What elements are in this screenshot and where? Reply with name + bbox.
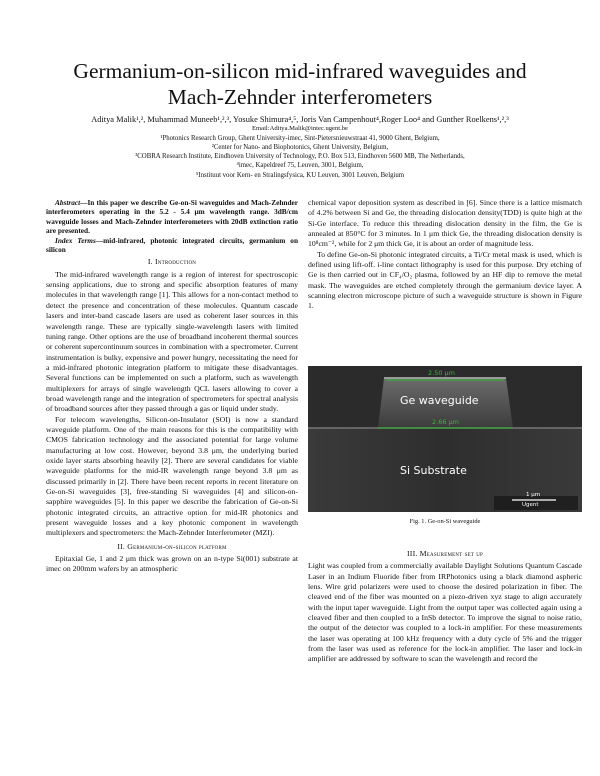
top-width-label: 2.50 μm [428,369,456,377]
right-column-bottom [308,549,582,665]
title-line-1: Germanium-on-silicon mid-infrared waveguides and [73,59,527,83]
scale-bar-label: 1 μm [526,492,541,498]
scale-org-label: Ugent [522,502,539,508]
paper-title [20,58,580,110]
sem-image [308,366,582,512]
authors: Aditya Malik¹,², Muhammad Muneeb¹,²,³, Yosuke Shimura⁴,⁵, Joris Van Campenhout⁴,Roger Loo⁴ and Gunther Roelkens¹,²,³ [91,115,509,124]
index-terms-label: Index Terms [55,235,96,245]
email: Email:Aditya.Malik@intec.ugent.be [252,125,348,132]
affiliation-2: ²Center for Nano- and Biophotonics, Ghent University, Belgium, [211,144,389,151]
substrate-label: Si Substrate [400,464,467,477]
right-column-top [308,198,582,312]
bottom-width-label: 2.66 μm [432,418,460,426]
affiliation-1: ¹Photonics Research Group, Ghent University-imec, Sint-Pietersnieuwstraat 41, 9000 Ghent, Belgium, [160,135,440,142]
section-2-title: II. Germanium-on-silicon platform [117,541,227,551]
affiliation-4: ⁴imec, Kapeldreef 75, Leuven, 3001, Belgium, [236,162,364,169]
index-terms-text: —mid-infrared, photonic integrated circuits, germanium on silicon [46,235,299,255]
intro-paragraph-1: The mid-infrared wavelength range is a region of interest for spectroscopic sensing applications, due to strong and specific absorption features of many molecules in that wavelength range [1]. This allows for a non-contact method to detect the presence and concentration of these molecules. Quantum cascade lasers and inter-band cascade lasers are used as coherent laser sources in this wavelength range. These are typically single-wavelength lasers with limited tuning range. Other options are the use of broadband incoherent thermal sources or coherent supercontinuum sources in combination with a spectrometer. Current instrumentation is bulky, expensive and power hungry, necessitating the need for a mid-infrared photonic integration platform to mitigate these disadvantages. Several functions can be implemented on such a platform, such as wavelength multiplexers for arrays of single wavelength QCL lasers allowing to cover a broad wavelength range and the integration of spectrometers for spectral analysis of broadband sources after they passed through a gas or liquid under study. [46,269,298,414]
platform-paragraph-1: Epitaxial Ge, 1 and 2 μm thick was grown on an n-type Si(001) substrate at imec on 200mm wafers by an atmospheric [46,554,298,574]
figure-caption: Fig. 1. Ge-on-Si waveguide [409,518,481,525]
left-column [46,198,298,575]
section-1-title: I. Introduction [147,257,197,267]
sem-figure [308,366,582,512]
platform-paragraph-2: chemical vapor deposition system as described in [6]. Since there is a lattice mismatch of 4.2% between Si and Ge, the threading dislocation density(TDD) is quite high at the Si-Ge interface. To reduce this threading dislocation density in the film, the Ge is annealed at 850°C for 3 minutes. In 1 μm thick Ge, the threading dislocation density is 10⁸cm⁻², while for 2 μm thick Ge, it is about an order of magnitude less. [308,198,582,249]
section-3-title: III. Measurement set up [406,549,483,558]
waveguide-label: Ge waveguide [400,394,479,407]
index-terms [46,236,298,255]
abstract-text: —In this paper we describe Ge-on-Si waveguides and Mach-Zehnder interferometers operating in the 5.2 - 5.4 μm wavelength range. 3dB/cm waveguide losses and Mach-Zehnder interferometers with 20dB extinction ratio are presented. [46,198,298,236]
intro-paragraph-2: For telecom wavelengths, Silicon-on-Insulator (SOI) is now a standard waveguide platform. One of the main reasons for this is the compatibility with CMOS fabrication technology and the associated potential for large volume manufacturing at low cost. However, beyond 3.8 μm, the underlying buried oxide layer starts absorbing heavily [2]. There are several candidates for viable waveguide platforms for the mid-IR wavelength range beyond 3.8 μm as discussed primarily in [2]. There have been recent reports in recent literature on Ge-on-Si waveguides [3], free-standing Si waveguides [4] and silicon-on-sapphire waveguides [5]. In this paper we describe the fabrication of Ge-on-Si photonic integrated circuits, an attractive option for mid-IR photonics and present waveguide losses and a key photonic component in wavelength multiplexers and spectrometers: the Mach-Zehnder Interferometer (MZI). [46,414,298,538]
abstract [46,198,298,236]
affiliation-5: ⁵Instituut voor Kern- en Stralingsfysica, KU Leuven, 3001 Leuven, Belgium [195,172,405,179]
abstract-label: Abstract [55,198,81,207]
affiliation-3: ³COBRA Research Institute, Eindhoven University of Technology, P.O. Box 513, Eindhoven 5600 MB, The Netherlands, [135,153,465,160]
title-line-2: Mach-Zehnder interferometers [167,85,433,109]
measurement-paragraph: Light was coupled from a commercially available Daylight Solutions Quantum Cascade Laser in an Indium Fluoride fiber from IRPhotonics using a black diamond aspheric lens. Wire grid polarizers were used to choose the desired polarization in fiber. The cleaved end of the fiber was mounted on a piezo-driven xyz stage to align accurately with the input taper waveguide. Light from the output taper was collected again using a cleaved fiber and then coupled to a InSb detector. To improve the signal to noise ratio, the output of the detector was coupled to a lock-in amplifier. For these measurements the laser was operating at 100 kHz frequency with a duty cycle of 5% and the trigger from the laser was used as reference for the lock-in amplifier. The laser and lock-in amplifier are addressed by software to scan the wavelength and record the [308,561,582,664]
platform-paragraph-3: To define Ge-on-Si photonic integrated circuits, a Ti/Cr metal mask is used, which is defined using lift-off. i-line contact lithography is used for this purpose. Dry etching of Ge is then carried out in CF₄/O₂ plasma, followed by an HF dip to remove the metal mask. The waveguides are etched completely through the germanium device layer. A scanning electron microscope picture of such a waveguide structure is shown in Figure 1. [308,249,582,311]
